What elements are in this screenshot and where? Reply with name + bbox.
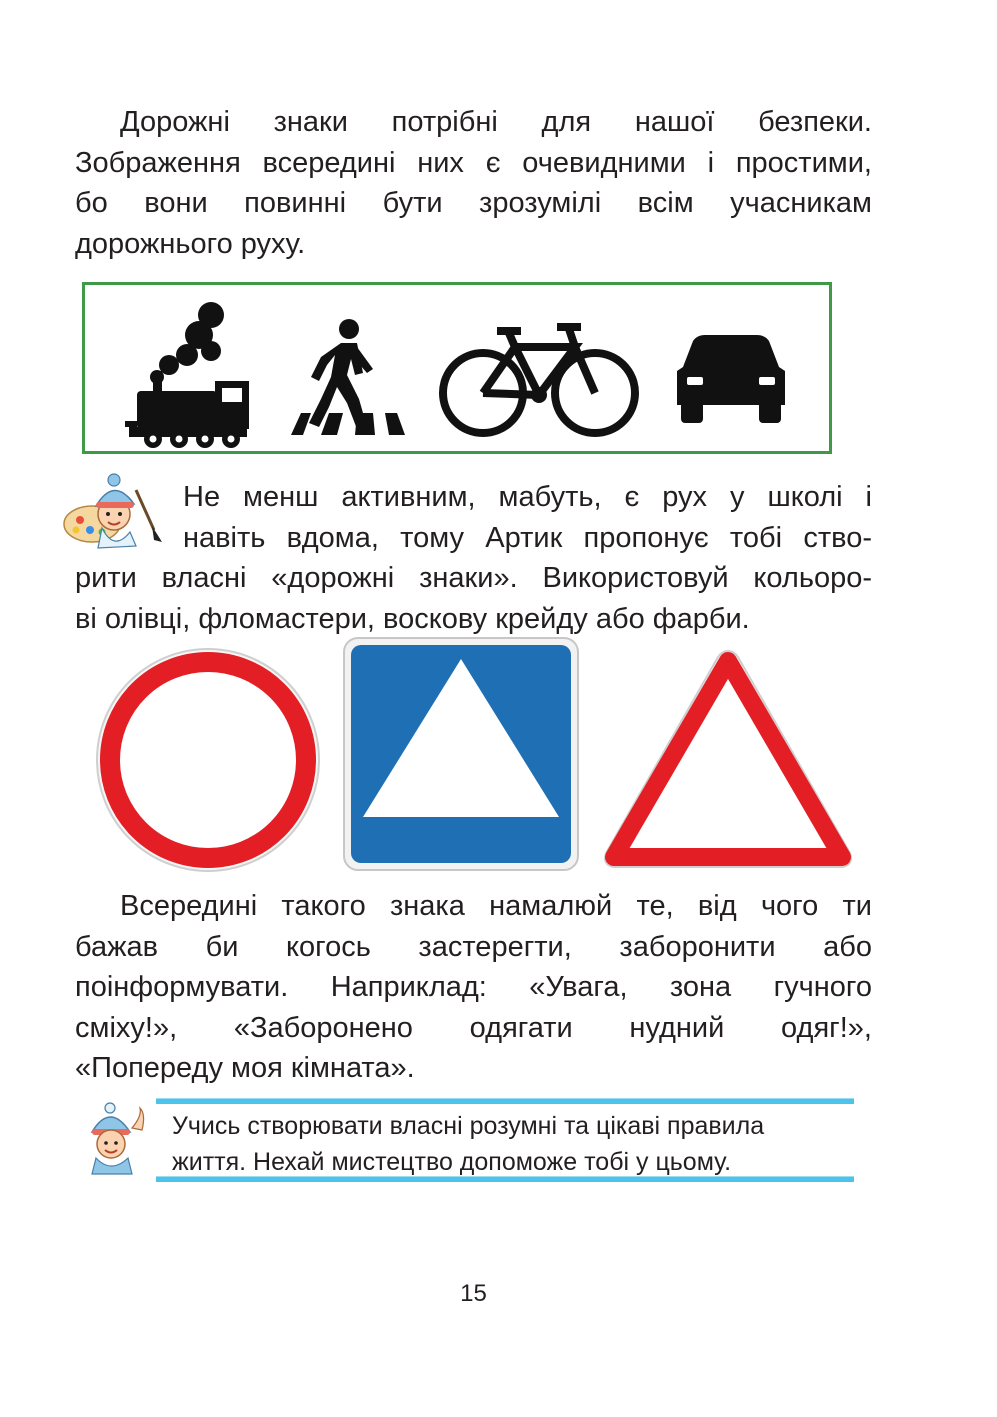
artik-line: ві олівці, фломастери, воскову крейду або фарби.: [75, 602, 750, 635]
page-number: 15: [460, 1280, 487, 1307]
intro-paragraph: [75, 102, 872, 264]
artik-line: навіть вдома, тому Артик пропонує тобі ство-: [183, 521, 872, 554]
warning-triangle-sign: [600, 647, 856, 871]
instructions-line: поінформувати. Наприклад: «Увага, зона гучного: [75, 971, 872, 1003]
artik-line: рити власні «дорожні знаки». Використовуй кольоро-: [75, 562, 872, 594]
intro-line: Дорожні знаки потрібні для нашої безпеки.: [120, 106, 872, 138]
intro-line: дорожнього руху.: [75, 227, 306, 260]
small-mascot-icon: [80, 1102, 152, 1178]
tip-line: життя. Нехай мистецтво допоможе тобі у цьому.: [172, 1148, 732, 1176]
bicycle-icon: [435, 317, 645, 442]
tip-text: [172, 1108, 764, 1180]
steam-locomotive-icon: [123, 293, 253, 448]
artik-paragraph: [75, 477, 872, 639]
blue-square-information-sign: [343, 637, 579, 871]
instructions-line: «Попереду моя кімната».: [75, 1052, 415, 1084]
tip-top-bar: [156, 1098, 854, 1104]
pictogram-frame: [82, 282, 832, 454]
instructions-line: Всередині такого знака намалюй те, від чого ти: [120, 890, 872, 922]
artik-line: Не менш активним, мабуть, є рух у школі і: [183, 481, 872, 513]
instructions-paragraph: [75, 886, 872, 1089]
prohibitory-circle-sign: [94, 646, 322, 874]
tip-line: Учись створювати власні розумні та цікаві правила: [172, 1112, 765, 1140]
intro-line: Зображення всередині них є очевидними і простими,: [75, 146, 872, 179]
instructions-line: бажав би когось застерегти, заборонити або: [75, 930, 872, 963]
car-icon: [673, 333, 788, 428]
instructions-line: сміху!», «Заборонено одягати нудний одяг!»,: [75, 1011, 872, 1044]
intro-line: бо вони повинні бути зрозумілі всім учасникам: [75, 187, 872, 219]
tip-box: [156, 1098, 854, 1186]
pedestrian-crossing-icon: [285, 315, 410, 440]
tip-bottom-bar: [156, 1176, 854, 1182]
